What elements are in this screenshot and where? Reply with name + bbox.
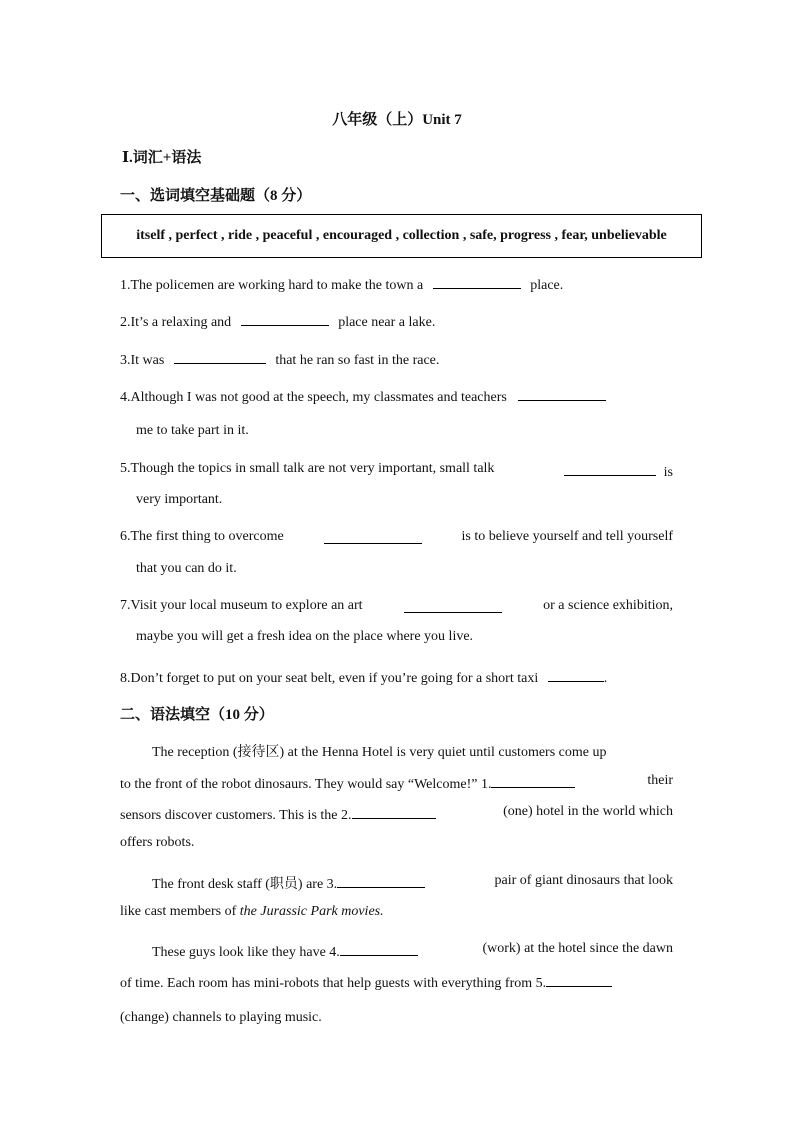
p2-line1-text: The front desk staff (职员) are 3. <box>152 877 338 892</box>
q2-blank[interactable] <box>241 311 329 326</box>
q5-blank[interactable] <box>564 461 656 476</box>
q7-text: 7.Visit your local museum to explore an art <box>120 598 363 613</box>
passage-p1-line4: offers robots. <box>120 835 195 850</box>
p3-line1-text: These guys look like they have 4. <box>152 945 340 960</box>
q8-text-end: . <box>603 671 608 686</box>
p1-line3-end: (one) hotel in the world which <box>503 804 673 819</box>
movie-title-italic: the Jurassic Park movies. <box>239 904 384 919</box>
question-5-cont: very important. <box>136 492 223 507</box>
part1-heading: Ⅰ.词汇+语法 <box>122 150 202 166</box>
question-6 <box>120 529 673 545</box>
question-8 <box>120 667 673 687</box>
question-7 <box>120 598 673 614</box>
blank-5[interactable] <box>546 972 612 987</box>
q1-text-end: place. <box>530 278 564 293</box>
p3-line1-end: (work) at the hotel since the dawn <box>482 941 673 956</box>
q3-text: 3.It was <box>120 353 165 368</box>
passage-p2-line2 <box>120 904 673 920</box>
blank-1[interactable] <box>491 773 575 788</box>
word-bank-box <box>101 214 702 258</box>
passage-p1-line2 <box>120 773 673 793</box>
p2-line2-text: like cast members of <box>120 904 237 919</box>
passage-p3-line2 <box>120 972 673 992</box>
p3-line2-text: of time. Each room has mini-robots that help guests with everything from 5. <box>120 976 547 991</box>
question-7-cont: maybe you will get a fresh idea on the place where you live. <box>136 629 474 644</box>
q5-text: 5.Though the topics in small talk are not very important, small talk <box>120 461 495 476</box>
q1-text: 1.The policemen are working hard to make the town a <box>120 278 424 293</box>
passage-p1-line3 <box>120 804 673 824</box>
question-4 <box>120 386 673 406</box>
q6-blank[interactable] <box>324 529 422 544</box>
p1-line2-text: to the front of the robot dinosaurs. They would say “Welcome!” 1. <box>120 777 492 792</box>
q7-text-end: or a science exhibition, <box>543 598 673 613</box>
q4-blank[interactable] <box>518 386 606 401</box>
question-1 <box>120 274 673 294</box>
q7-blank[interactable] <box>404 598 502 613</box>
passage-p3-line3: (change) channels to playing music. <box>120 1010 322 1025</box>
q5-text-end: is <box>663 465 673 480</box>
q3-blank[interactable] <box>174 349 266 364</box>
q8-blank[interactable] <box>548 667 604 682</box>
question-4-cont: me to take part in it. <box>136 423 249 438</box>
question-2 <box>120 311 673 331</box>
q3-text-end: that he ran so fast in the race. <box>275 353 440 368</box>
word-bank-text: itself , perfect , ride , peaceful , encouraged , collection , safe, progress , fear, unbelievable <box>136 228 667 243</box>
passage-p2-line1 <box>152 873 673 893</box>
passage-p3-line1 <box>152 941 673 961</box>
section2-heading: 二、语法填空（10 分） <box>120 707 274 723</box>
passage-p1-line1: The reception (接待区) at the Henna Hotel is very quiet until customers come up <box>152 745 607 760</box>
q4-text: 4.Although I was not good at the speech, my classmates and teachers <box>120 390 507 405</box>
question-5 <box>120 461 673 481</box>
question-3 <box>120 349 673 369</box>
q6-text: 6.The first thing to overcome <box>120 529 284 544</box>
section1-heading: 一、选词填空基础题（8 分） <box>120 188 312 204</box>
question-6-cont: that you can do it. <box>136 561 237 576</box>
p1-line3-text: sensors discover customers. This is the 2. <box>120 808 352 823</box>
page-title: 八年级（上）Unit 7 <box>332 112 462 128</box>
q1-blank[interactable] <box>433 274 521 289</box>
blank-2[interactable] <box>352 804 436 819</box>
p1-line2-end: their <box>647 773 673 788</box>
q8-text: 8.Don’t forget to put on your seat belt, even if you’re going for a short taxi <box>120 671 539 686</box>
q6-text-end: is to believe yourself and tell yourself <box>461 529 673 544</box>
blank-3[interactable] <box>337 873 425 888</box>
p2-line1-end: pair of giant dinosaurs that look <box>494 873 673 888</box>
blank-4[interactable] <box>340 941 418 956</box>
q2-text-end: place near a lake. <box>338 315 436 330</box>
q2-text: 2.It’s a relaxing and <box>120 315 232 330</box>
